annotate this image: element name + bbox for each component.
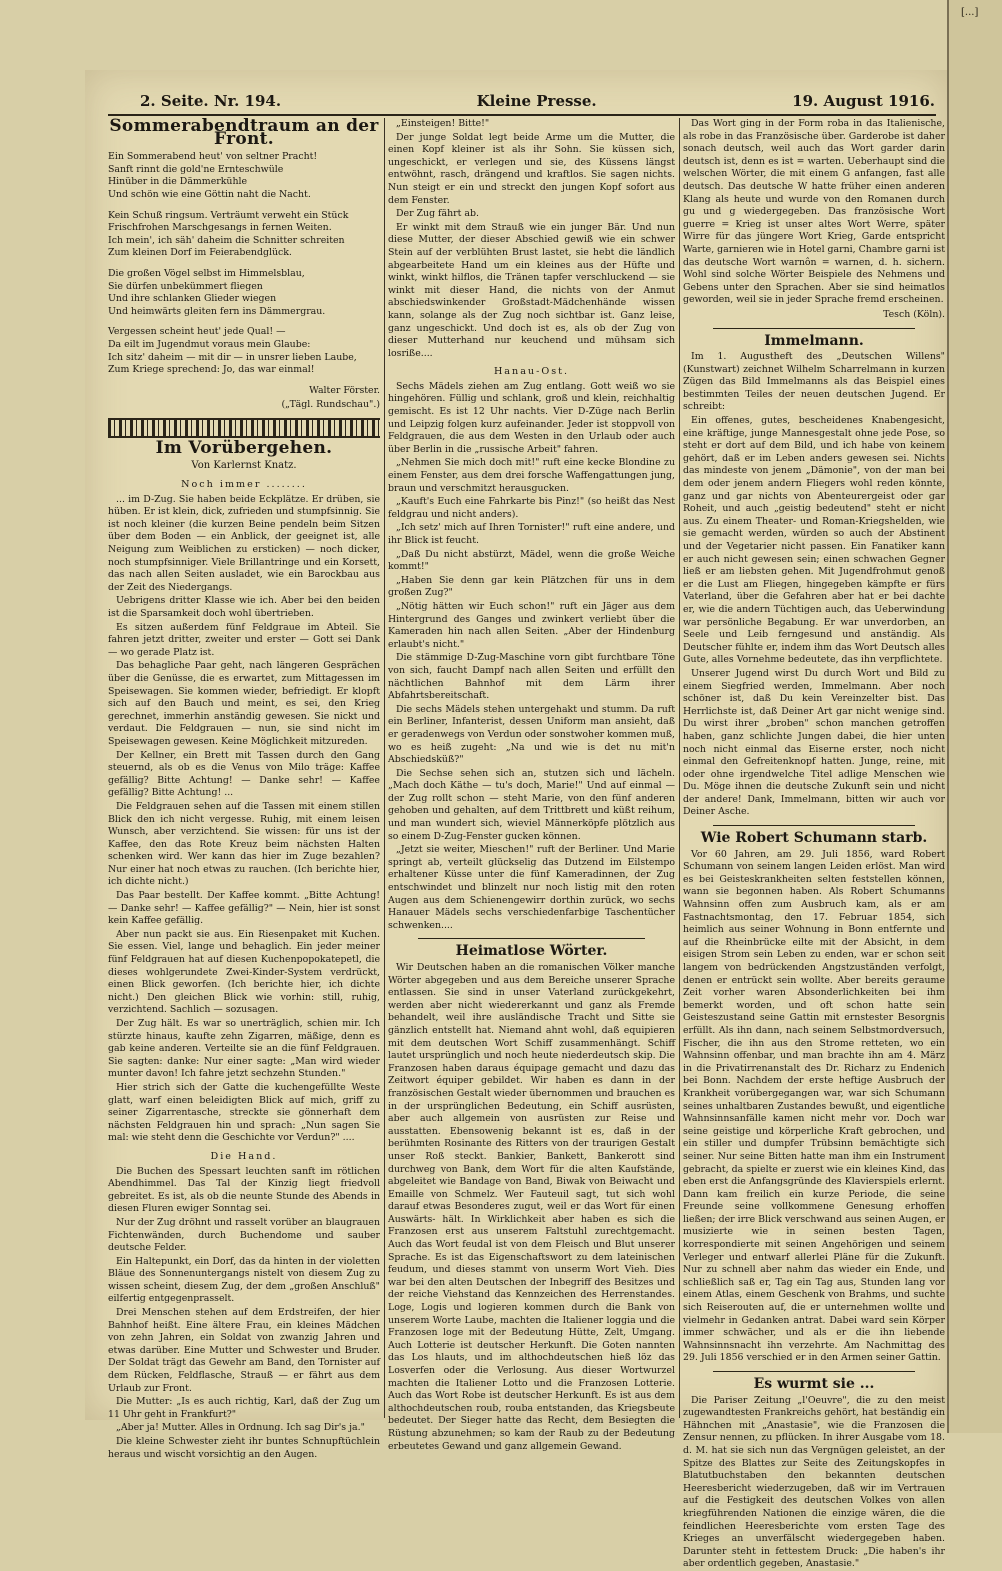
verse-line: Und schön wie eine Göttin naht die Nacht. [108, 188, 311, 200]
ornamental-divider [108, 418, 380, 438]
section-rule [713, 1371, 915, 1372]
headline-heimatlose-woerter: Heimatlose Wörter. [455, 943, 608, 960]
verse-line: Frischfrohen Marschgesangs in fernen Weiten. [108, 222, 332, 234]
verse-line: Sanft rinnt die gold'ne Ernteschwüle [108, 163, 284, 175]
paragraph: Die Mutter: „Is es auch richtig, Karl, daß der Zug um 11 Uhr geht in Frankfurt?" [108, 1396, 380, 1420]
verse-line: Kein Schuß ringsum. Verträumt verweht ein Stück [108, 209, 349, 221]
headline-im-voruebergehen: Im Vorübergehen. [155, 437, 333, 458]
paragraph: „Daß Du nicht abstürzt, Mädel, wenn die große Weiche kommt!" [388, 548, 675, 573]
paragraph: „Kauft's Euch eine Fahrkarte bis Pinz!" (so heißt das Nest feldgrau und nicht anders). [388, 496, 675, 520]
paragraph: Ein Haltepunkt, ein Dorf, das da hinten in der violetten Bläue des Sonnenuntergangs nistelt von diesem Zug zu wissen scheint, diesem Zug, der dem „großen Anschluß" eilfertig entgegenprasselt. [108, 1255, 380, 1305]
paragraph: Die Feldgrauen sehen auf die Tassen mit einem stillen Blick den ich nicht vergesse. Ruhig, mit einem leisen Wunsch, aber verzichtend. Sie wissen: für uns ist der Kaffee, den das Rote Kreuz beim nächsten Halten schenken wird. Wer kann das hier im Zuge bezahlen? Nur einer hat noch etwas zu rauchen. (Ich berichte hier, ich dichte nicht.) [108, 800, 380, 888]
paragraph: Das Wort ging in der Form roba in das Italienische, als robe in das Französische über. Garderobe ist daher sonach deutsch, weil auch das Wort garder darin deutsch ist, denn es ist = warten. Ueberhaupt sind die welschen Wörter, die mit einem G anfangen, fast alle deutsch. Das deutsche W hatte früher einen anderen Klang als heute und wurde von den Romanen durch gu und g wiedergegeben. Das französische Wort guerre = Krieg ist unser altes Wort Werre, später Wirre für das jüngere Wort Krieg, Garde entspricht Warte, garnieren wie in Hotel garni, Chambre garni ist das deutsche Wort warnôn = warnen, d. h. sichern. Wohl sind solche Wörter Beispiele des Nehmens und Gebens unter den Sprachen. Aber sie sind heimatlos geworden, weil sie in jeder Sprache fremd erscheinen. [683, 118, 945, 306]
author-signature: Walter Förster. [309, 384, 380, 396]
paragraph: Drei Menschen stehen auf dem Erdstreifen, der hier Bahnhof heißt. Eine ältere Frau, ein kleines Mädchen von zehn Jahren, ein Soldat von zwanzig Jahren und etwas darüber. Eine Mutter und Schwester und Bruder. Der Soldat trägt das Gewehr am Band, den Tornister auf dem Rücken, Feldflasche, Strauß — er fährt aus dem Urlaub zur Front. [108, 1307, 380, 1394]
verse-line: Und ihre schlanken Glieder wiegen [108, 293, 277, 305]
paragraph: Die Sechse sehen sich an, stutzen sich und lächeln. „Mach doch Käthe — tu's doch, Marie!" Und auf einmal — der Zug rollt schon — steht Marie, von den fünf anderen gehoben und gehalten, auf dem Trittbrett und küßt reihum, und man wundert sich, wieviel Männerköpfe plötzlich aus so einem D-Zug-Fenster gucken können. [388, 767, 675, 842]
paragraph: Er winkt mit dem Strauß wie ein junger Bär. Und nun diese Mutter, der dieser Abschied gewiß wie ein schwer Stein auf der verblühten Brust lastet, sie hebt die ländlich abgearbeitete Hand um ein kleines aus der Hüfte und winkt, winkt hilflos, die Tränen tapfer verschluckend — sie winkt mit dieser Hand, die nichts von der Anmut abschiedswinkender Großstadt-Mädchenhände wissen kann, solange als der Zug noch sichtbar ist. Ganz leise, ganz ungeschickt. Und doch ist es, als ob der Zug von dieser Mutterhand nur keuchend und mühsam sich losriße.... [388, 221, 675, 359]
stanza [108, 151, 380, 201]
headline-es-wurmt-sie: Es wurmt sie ... [753, 1376, 875, 1392]
paragraph: Die Pariser Zeitung „l'Oeuvre", die zu den meist zugewandtesten Frankreichs gehört, hat beständig ein Hähnchen mit „Anastasie", wie die Franzosen die Zensur nennen, zu pflücken. In ihrer Ausgabe vom 18. d. M. hat sie sich nun das Vergnügen geleistet, an der Spitze des Blattes zur Seite des Zeitungskopfes in Blatutbuchstaben den bekannten deutschen Heeresbericht wiederzugeben, daß wir im Vertrauen auf die Festigkeit des deutschen Volkes von allen kriegführenden Nationen die einzige wären, die die feindlichen Heeresberichte vom ersten Tage des Krieges an unverfälscht wiedergegeben haben. Darunter steht in fettestem Druck: „Die haben's ihr aber ordentlich gegeben, Anastasie." [683, 1394, 945, 1570]
poem [108, 151, 380, 377]
paragraph: „Aber ja! Mutter. Alles in Ordnung. Ich sag Dir's ja." [116, 1422, 365, 1434]
page-number: 2. Seite. Nr. 194. [140, 92, 282, 110]
paragraph: Uebrigens dritter Klasse wie ich. Aber bei den beiden ist die Sparsamkeit doch wohl übertrieben. [108, 595, 380, 619]
issue-date: 19. August 1916. [792, 92, 935, 110]
verse-line: Ein Sommerabend heut' von seltner Pracht! [108, 151, 318, 163]
paragraph: Im 1. Augustheft des „Deutschen Willens" (Kunstwart) zeichnet Wilhelm Scharrelmann in kurzen Zügen das Bild Immelmanns als das Beispiel eines bestimmten Teiles der neuen deutschen Jugend. Er schreibt: [683, 351, 945, 413]
paragraph: „Nehmen Sie mich doch mit!" ruft eine kecke Blondine zu einem Fenster, aus dem drei forsche Waffengattungen jung, braun und verschmitzt herausgucken. [388, 457, 675, 494]
paragraph: Die kleine Schwester zieht ihr buntes Schnupftüchlein heraus und wischt vorsichtig an den Augen. [108, 1436, 380, 1460]
section-rule [713, 825, 915, 826]
verse-line: Und heimwärts gleiten fern ins Dämmergrau. [108, 305, 326, 317]
verse-line: Hinüber in die Dämmerkühle [108, 176, 248, 188]
paragraph: Wir Deutschen haben an die romanischen Völker manche Wörter abgegeben und aus dem Bereiche unserer Sprache entlassen. Sie sind in unser Vaterland zurückgekehrt, werden aber nicht wiedererkannt und ganz als Fremde behandelt, weil ihre ausländische Tracht und Sitte sie gänzlich entstellt hat. Niemand ahnt wohl, daß equipieren mit dem deutschen Wort Schiff zusammenhängt. Schiff lautet ursprünglich und noch heute niederdeutsch skip. Die Franzosen haben daraus équipage gemacht und dazu das Zeitwort équiper gebildet. Wir haben es dann in der französischen Gestalt wieder übernommen und brauchen es in der ursprünglichen Bedeutung, ein Schiff ausrüsten, aber auch allgemein von ausrüsten zur Reise und ausstatten. Ebensowenig bekannt ist es, daß in der berühmten Rosinante des Ritters von der traurigen Gestalt unser Roß steckt. Bankier, Bankett, Bankerott sind durchweg von Bank, dem Wort für die alten Kaufstände, abgeleitet wie Bandage von Band, Biwak von Beiwacht und Emaille von Schmelz. Wer Fauteuil sagt, tut sich wohl darauf etwas Besonderes zugut, weil er das Wort für einen Auswärts- hält. In Wirklichkeit aber haben es sich die Franzosen erst aus unserem Faltstuhl zurechtgemacht. Auch das Wort feudal ist von dem Fleisch und Blut unserer Sprache. Es ist das Eigenschaftswort zu dem lateinischen feudum, und dieses stammt von unserm Wort Vieh. Dies war bei den alten Deutschen der Inbegriff des Besitzes und der reiche Viehstand das Kennzeichen des Herrenstandes. Loge, Logis und logieren kommen durch die Bank von unserem Worte Laube, machten die Italiener loggia und die Franzosen loge mit der Bedeutung Hütte, Zelt, Umgang. Auch Lotterie ist deutscher Herkunft. Die Goten nannten das Los hlauts, und im althochdeutschen hieß löz das Losverfen oder die Verlosung. Aus dieser Wortwurzel machten die Italiener Lotto und die Franzosen Lotterie. Auch das Wort Robe ist deutscher Herkunft. Es ist aus dem althochdeutschen roub, rouba entstanden, das Kriegsbeute bedeutet. Der Sieger hatte das Recht, dem Besiegten die Rüstung abzunehmen; so kam der Raub zu der Bedeutung erbeutetes Gewand und ganz allgemein Gewand. [388, 962, 675, 1452]
paragraph: „Einsteigen! Bitte!" [396, 118, 490, 129]
verse-line: Ich mein', ich säh' daheim die Schnitter schreiten [108, 234, 345, 246]
column-1 [108, 116, 380, 1460]
article-body [388, 381, 675, 933]
subheading-hanau-ost: Hanau-Ost. [493, 366, 570, 378]
column-2 [388, 118, 675, 1452]
verse-line: Die großen Vögel selbst im Himmelsblau, [108, 267, 305, 279]
page-header [140, 92, 935, 114]
paragraph: „Nötig hätten wir Euch schon!" ruft ein Jäger aus dem Hintergrund des Ganges und zwinkert verliebt über die Kameraden hin nach allen Seiten. „Aber der Hindenburg erlaubt's nicht." [388, 600, 675, 650]
paragraph: Die sechs Mädels stehen untergehakt und stumm. Da ruft ein Berliner, Infanterist, dessen Uniform man ansieht, daß er geradenwegs von Verdun oder sonstwoher kommen muß, wo es heiß zugeht: „Na und wie is det nu mit'n Abschiedsküß?" [388, 703, 675, 766]
author-signature: Tesch (Köln). [883, 308, 945, 320]
paragraph: Nur der Zug dröhnt und rasselt vorüber an blaugrauen Fichtenwänden, durch Buchendome und sauber deutsche Felder. [108, 1216, 380, 1254]
article-body [683, 849, 945, 1365]
section-rule [418, 938, 645, 939]
paper-name: Kleine Presse. [476, 92, 597, 110]
article-body [108, 1166, 380, 1462]
paragraph: ... im D-Zug. Sie haben beide Eckplätze. Er drüben, sie hüben. Er ist klein, dick, zufrieden und stumpfsinnig. Sie ist noch kleiner (die kurzen Beine pendeln beim Sitzen über dem Boden — ein Anblick, der geeignet ist, alle Neigung zum Weiblichen zu ersticken) — noch dicker, noch stumpfsinniger. Viele Brillantringe und ein Korsett, das nach allen Seiten ausladet, wie ein Barockbau aus der Zeit des Niedergangs. [108, 493, 380, 593]
paragraph: Sechs Mädels ziehen am Zug entlang. Gott weiß wo sie hingehören. Füllig und schlank, groß und klein, reichhaltig gemischt. Es ist 12 Uhr nachts. Vier D-Züge nach Berlin und Leipzig folgen kurz aufeinander. Jeder ist stoppvoll von Feldgrauen, die aus dem Westen in den Urlaub oder auch über Berlin in die „russische Arbeit" fahren. [388, 380, 675, 455]
article-body [108, 494, 380, 1145]
headline-schumann: Wie Robert Schumann starb. [700, 830, 928, 847]
paragraph: Das behagliche Paar geht, nach längeren Gesprächen über die Genüsse, die es erwartet, zum Mittagessen im Speisewagen. Sie kommen wieder, befriedigt. Er klopft sich auf den Bauch und meint, es sei, den Krieg gerechnet, immerhin anständig gewesen. Sie nickt und verdaut. Die Feldgrauen — nun, sie sind nicht im Speisewagen gewesen. Keine Möglichkeit mitzureden. [108, 660, 380, 747]
paragraph: Es sitzen außerdem fünf Feldgraue im Abteil. Sie fahren jetzt dritter, zweiter und erster — Gott sei Dank — wo gerade Platz ist. [108, 621, 380, 658]
stanza [108, 210, 380, 260]
article-body [683, 351, 945, 819]
article-body [683, 118, 945, 307]
adjacent-page-text: [...] [961, 7, 979, 18]
verse-line: Vergessen scheint heut' jede Qual! — [108, 326, 286, 338]
paragraph: Der Zug fährt ab. [396, 208, 479, 220]
paragraph: Die Buchen des Spessart leuchten sanft im rötlichen Abendhimmel. Das Tal der Kinzig liegt friedvoll gebreitet. Es ist, als ob die neunte Stunde des Abends in diesen Fluren ewiger Sonntag sei. [108, 1165, 380, 1215]
subheading-die-hand: Die Hand. [210, 1150, 278, 1162]
verse-line: Ich sitz' daheim — mit dir — in unsrer lieben Laube, [108, 351, 357, 363]
paragraph: „Haben Sie denn gar kein Plätzchen für uns in dem großen Zug?" [388, 574, 675, 599]
paragraph: Der Kellner, ein Brett mit Tassen durch den Gang steuernd, als ob es die Venus von Milo träge: Kaffee gefällig? Bitte Achtung! — Danke sehr! — Kaffee gefällig? Bitte Achtung! ... [108, 749, 380, 799]
verse-line: Da eilt im Jugendmut voraus mein Glaube: [108, 338, 311, 350]
adjacent-page-edge [947, 0, 1002, 1433]
paragraph: Das Paar bestellt. Der Kaffee kommt. „Bitte Achtung! — Danke sehr! — Kaffee gefällig?" — Nein, hier ist sonst kein Kaffee gefällig. [108, 890, 380, 927]
subheading-noch-immer: Noch immer ........ [181, 479, 307, 491]
verse-line: Zum kleinen Dorf im Feierabendglück. [108, 247, 292, 259]
paragraph: Hier strich sich der Gatte die kuchengefüllte Weste glatt, warf einen beleidigten Blick auf mich, griff zu seiner Zigarrentasche, streckte sie gönnerhaft dem nächsten Feldgrauen hin und sprach: „Nun sagen Sie mal: wie steht denn die Geschichte vor Verdun?" .... [108, 1081, 380, 1144]
source-credit: („Tägl. Rundschau".) [281, 399, 380, 411]
paragraph: Ein offenes, gutes, bescheidenes Knabengesicht, eine kräftige, junge Mannesgestalt ohne jede Pose, so steht er dort auf dem Bild, und ich habe von keinem gehört, daß er im Leben anders gewesen sei. Nichts das mindeste von jenem „Dämonie", von der man bei dem oder jenem andern Fliegers wohl reden könnte, ganz und gar nichts von Abenteurergeist oder gar Roheit, und auch „geistig bedeutend" steht er nicht aus. Zu einem Theater- und Roman-Kriegshelden, wie sie gemacht werden, würden so auch der Abstinent und der Vegetarier nicht passen. Ein Fanatiker kann er auch nicht gewesen sein; einen schwachen Gegner ließ er am liebsten gehen. Mit Jugendfrohmut genoß er die Lust am Fliegen, hingegeben kämpfte er fürs Vaterland, über die Gefahren aber hat er bei dachte er, wie die andern Tüchtigen auch, das Ueberwindung war persönliche Begabung. Er war unverdorben, an Seele und Leib ferngesund und anständig. Als Deutscher fühlte er, indem ihm das Wort Deutsch alles Gute, alles Vornehme bedeutete, das ihn verpflichtete. [683, 415, 945, 666]
paragraph: Der junge Soldat legt beide Arme um die Mutter, die einen Kopf kleiner ist als ihr Sohn. Sie küssen sich, ungeschickt, er verlegen und sie, des Küssens längst entwöhnt, rasch, drängend und kraftlos. Sie sagen nichts. Nun steigt er ein und streckt den jungen Kopf sofort aus dem Fenster. [388, 131, 675, 206]
column-rule [679, 118, 680, 1418]
paragraph: Vor 60 Jahren, am 29. Juli 1856, ward Robert Schumann von seinem langen Leiden erlöst. Man wird es bei Geisteskrankheiten selten feststellen können, wann sie begonnen haben. Als Robert Schumanns Wahnsinn offen zum Ausbruch kam, als er am Fastnachtsmontag, den 17. Februar 1854, sich heimlich aus seiner Wohnung in Bonn entfernte und auf die Rheinbrücke eilte mit der Absicht, in dem eisigen Strom sein Leben zu enden, war er schon seit langem von bedrückenden Angstzuständen verfolgt, denen er entrückt sein wollte. Aber bereits geraume Zeit vorher waren Absonderlichkeiten bei ihm bemerkt worden, und oft schon hatte sein Geisteszustand seine Gattin mit ernstester Besorgnis erfüllt. Als ihn dann, nach seinem Selbstmordversuch, Fischer, die ihn aus den Strome retteten, wo ein Wahnsinn offenbar, und man brachte ihn am 4. März in die Privatirrenanstalt des Dr. Richarz zu Endenich bei Bonn. Nachdem der erste heftige Ausbruch der Krankheit vorübergegangen war, war sich Schumann seines unhaltbaren Zustandes bewußt, und eigentliche Wahnsinnsanfälle kamen nicht mehr vor. Doch war seine geistige und körperliche Kraft gebrochen, und ein stiller und dumpfer Trübsinn bemächtigte sich seiner. Nur seine Bitten hatte man ihm ein Instrument gebracht, da spielte er zuerst wie ein kleines Kind, das eben erst die Anfangsgründe des Klavierspiels erlernt. Dann kam freilich ein kurze Periode, die seine Freunde seine vollkommene Genesung erhoffen ließen; der irre Blick verschwand aus seinen Augen, er musizierte wie in seinen besten Tagen, korrespondierte mit seinen Angehörigen und seinem Verleger und entwarf allerlei Pläne für die Zukunft. Nur zu schnell aber nahm das wieder ein Ende, und schließlich saß er, Tag ein Tag aus, Stunden lang vor einem Atlas, einem Geschenk von Brahms, und suchte sich Reiserouten auf, die er unternehmen wollte und vielmehr in Gedanken antrat. Dabei ward sein Körper immer schwächer, und als er die ihn liebende Wahnsinnsnacht ihn verzehrte. Am Nachmittag des 29. Juli 1856 verschied er in den Armen seiner Gattin. [683, 848, 945, 1364]
column-3 [683, 118, 945, 1570]
stanza [108, 326, 380, 376]
paragraph: „Jetzt sie weiter, Mieschen!" ruft der Berliner. Und Marie springt ab, verteilt glückselig das Dutzend im Eilstempo erhaltener Küsse unter die fünf Kameradinnen, der Zug entschwindet und blinzelt nur noch listig mit den roten Augen aus dem Schienengewirr dorthin zurück, wo sechs Hanauer Mädels sechs verschiedenfarbige Taschentücher schwenken.... [388, 844, 675, 931]
paragraph: Der Zug hält. Es war so unerträglich, schien mir. Ich stürzte hinaus, kaufte zehn Zigarren, mäßige, denn es gab keine anderen. Verteilte sie an die fünf Feldgrauen. Sie sagten: danke: Nur einer sagte: „Man wird wieder munter davon! Ich fahre jetzt sechzehn Stunden." [108, 1018, 380, 1080]
byline: Von Karlernst Knatz. [191, 460, 297, 472]
article-body [683, 1395, 945, 1571]
verse-line: Sie dürfen unbekümmert fliegen [108, 280, 263, 292]
stanza [108, 268, 380, 318]
column-rule [384, 118, 385, 1418]
article-body [388, 118, 675, 360]
headline-immelmann: Immelmann. [764, 332, 864, 349]
section-rule [713, 328, 915, 329]
paragraph: Aber nun packt sie aus. Ein Riesenpaket mit Kuchen. Sie essen. Viel, lange und behaglich. Ein jeder meiner fünf Feldgrauen hat auf diesen Kuchenpopokatepetl, die dieses wohlgerundete Zwei-Kinder-System verdrückt, einen Blick geworfen. (Ich berichte hier, ich dichte nicht.) Den gleichen Blick wie vorhin: still, ruhig, verzichtend. Sachlich — sozusagen. [108, 928, 380, 1016]
paragraph: „Ich setz' mich auf Ihren Tornister!" ruft eine andere, und ihr Blick ist feucht. [388, 522, 675, 546]
paragraph: Unserer Jugend wirst Du durch Wort und Bild zu einem Siegfried werden, Immelmann. Aber noch schöner ist, daß Du kein Vereinzelter bist. Das Herrlichste ist, daß Deiner Art gar nicht wenige sind. Du wirst ihrer „broben" schon manchen getroffen haben, ganz schlichte Jungen dabei, die hier unten noch nicht einmal das Eiserne erster, noch nicht einmal den Gefreitenknopf hatten. Junge, reine, mit oder ohne irgendwelche Titel adlige Menschen wie Du. Möge ihnen die deutsche Zukunft sein und nicht der andere! Dank, Immelmann, bitten wir auch vor Deiner Asche. [683, 667, 945, 818]
article-body [388, 962, 675, 1453]
paragraph: Die stämmige D-Zug-Maschine vorn gibt furchtbare Töne von sich, faucht Dampf nach allen Seiten und erfüllt den nächtlichen Bahnhof mit dem Lärm ihrer Abfahrtsbereitschaft. [388, 652, 675, 702]
verse-line: Zum Kriege sprechend: Jo, das war einmal! [108, 364, 315, 376]
headline-sommerabendtraum: Sommerabendtraum an der Front. [109, 116, 379, 149]
